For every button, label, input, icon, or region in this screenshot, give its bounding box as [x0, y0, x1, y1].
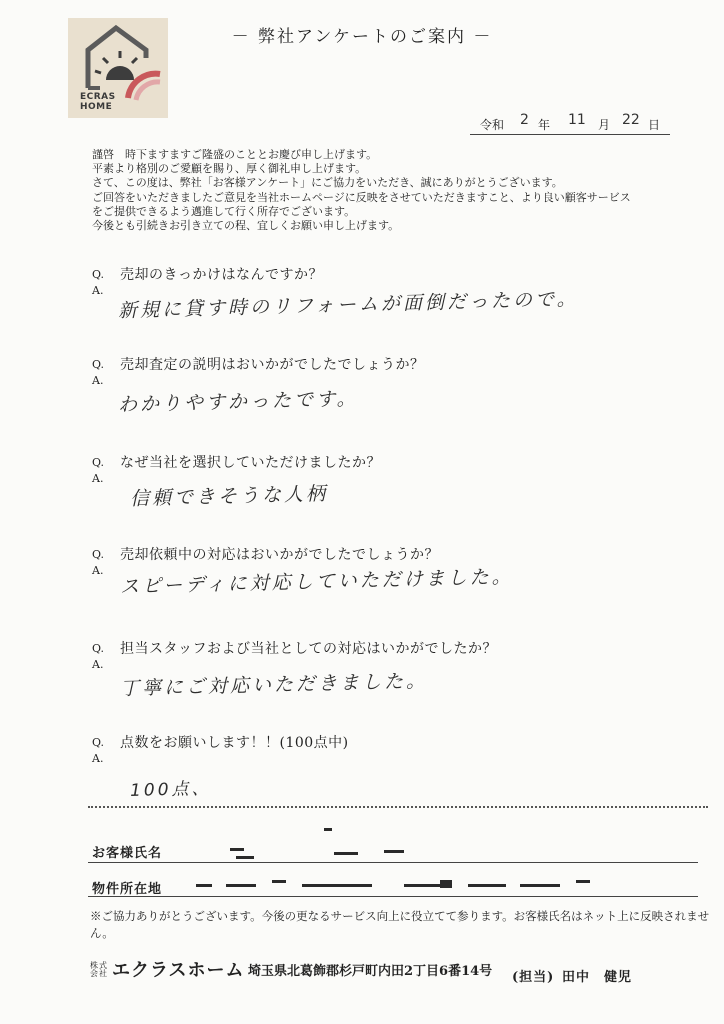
company-address: 埼玉県北葛飾郡杉戸町内田2丁目6番14号 — [248, 964, 493, 979]
property-location-label: 物件所在地 — [92, 882, 163, 897]
staff-label: (担当) — [512, 970, 555, 985]
date-line — [470, 112, 670, 135]
redaction-mark — [272, 880, 286, 883]
a-label: A. — [92, 284, 104, 297]
a-label: A. — [92, 564, 104, 577]
redaction-mark — [520, 884, 560, 887]
redaction-mark — [324, 828, 332, 831]
date-month: 11 — [568, 112, 586, 128]
answer-4: スピーディに対応していただけました。 — [119, 565, 514, 598]
a-label: A. — [92, 752, 104, 765]
logo-text-line1: ECRAS — [80, 92, 116, 102]
logo-text-line2: HOME — [80, 102, 113, 112]
q-label: Q. — [92, 736, 104, 749]
date-day-unit: 日 — [648, 118, 661, 132]
greeting-line: をご提供できるよう邁進して行く所存でございます。 — [92, 204, 356, 218]
privacy-notice: ※ご協力ありがとうございます。今後の更なるサービス向上に役立てて参ります。お客様氏名はネット上に反映されません。 — [90, 909, 710, 940]
answer-5: 丁寧にご対応いただきました。 — [119, 669, 429, 700]
q-label: Q. — [92, 548, 104, 561]
answer-2: わかりやすかったです。 — [117, 387, 359, 416]
date-month-unit: 月 — [598, 118, 611, 132]
date-year: 2 — [520, 112, 529, 128]
redaction-mark — [468, 884, 506, 887]
a-label: A. — [92, 472, 104, 485]
dotted-divider — [88, 806, 708, 808]
company-prefix-line2: 会社 — [90, 969, 108, 978]
redaction-mark — [334, 852, 358, 855]
redaction-mark — [384, 850, 404, 853]
date-era: 令和 — [480, 118, 505, 132]
question-6: 点数をお願いします！！(100点中) — [120, 735, 349, 751]
redaction-mark — [404, 884, 444, 887]
property-location-line — [88, 896, 698, 897]
redaction-mark — [226, 884, 256, 887]
customer-name-label: お客様氏名 — [92, 846, 163, 861]
question-5: 担当スタッフおよび当社としての対応はいかがでしたか？ — [120, 641, 497, 657]
greeting-line: ご回答をいただきましたご意見を当社ホームページに反映をさせていただきますこと、より良い顧客サービス — [92, 190, 631, 204]
a-label: A. — [92, 374, 104, 387]
greeting-line: 謹啓 時下ますますご隆盛のこととお慶び申し上げます。 — [92, 148, 378, 161]
a-label: A. — [92, 658, 104, 671]
redaction-mark — [440, 880, 452, 888]
q-label: Q. — [92, 358, 104, 371]
date-year-unit: 年 — [538, 118, 551, 132]
page-title: － 弊社アンケートのご案内 － — [231, 27, 493, 47]
greeting-text — [92, 148, 702, 233]
q-label: Q. — [92, 456, 104, 469]
q-label: Q. — [92, 268, 104, 281]
redaction-mark — [576, 880, 590, 883]
redaction-mark — [196, 884, 212, 887]
answer-1: 新規に貸す時のリフォームが面倒だったので。 — [117, 287, 579, 322]
greeting-line: 今後とも引続きお引き立ての程、宜しくお願い申し上げます。 — [92, 219, 400, 233]
greeting-line: 平素より格別のご愛顧を賜り、厚く御礼申し上げます。 — [92, 162, 367, 176]
customer-name-line — [88, 862, 698, 863]
question-1: 売却のきっかけはなんですか？ — [120, 267, 323, 283]
company-prefix — [90, 962, 108, 978]
date-day: 22 — [622, 112, 640, 128]
company-prefix-line1: 株式 — [90, 961, 108, 970]
staff-name: 田中 健児 — [562, 970, 633, 985]
answer-6: 100点、 — [129, 778, 212, 801]
question-2: 売却査定の説明はおいかがでしたでしょうか？ — [120, 357, 425, 373]
question-4: 売却依頼中の対応はおいかがでしたでしょうか？ — [120, 547, 439, 563]
redaction-mark — [302, 884, 372, 887]
answer-3: 信頼できそうな人柄 — [129, 482, 329, 510]
q-label: Q. — [92, 642, 104, 655]
company-name: エクラスホーム — [112, 960, 245, 981]
redaction-mark — [230, 848, 244, 851]
redaction-mark — [236, 856, 254, 859]
question-3: なぜ当社を選択していただけましたか？ — [120, 455, 381, 471]
greeting-line: さて、この度は、弊社「お客様アンケート」にご協力をいただき、誠にありがとうございます。 — [92, 176, 563, 190]
